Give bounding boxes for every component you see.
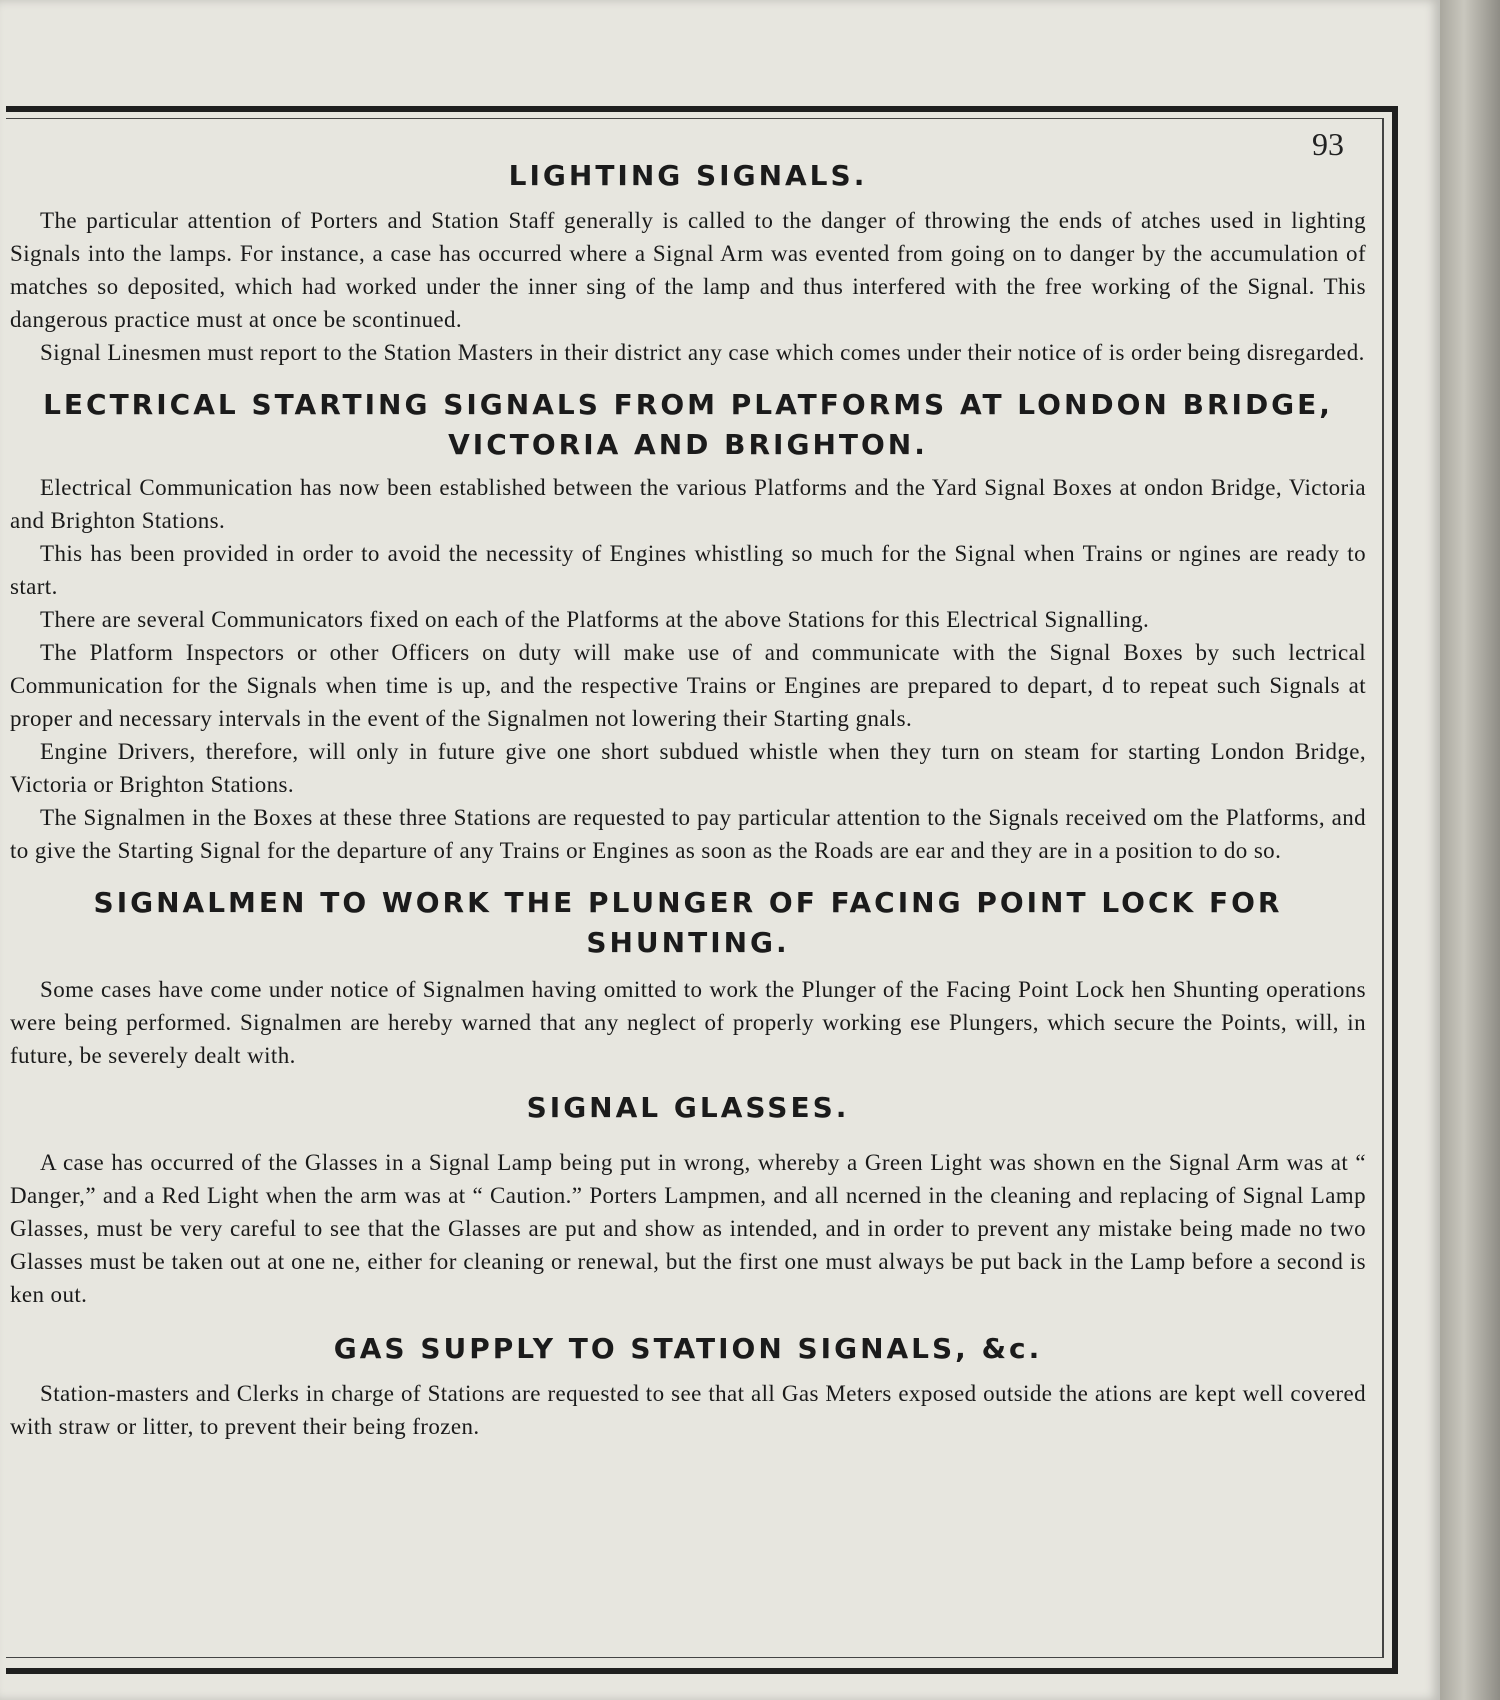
paragraph: Engine Drivers, therefore, will only in future give one short subdued whistle when they turn on steam for starting London Bridge, Victoria or Brighton Stations.: [10, 739, 1366, 797]
section-plunger: [10, 883, 1366, 1072]
paragraph: The Platform Inspectors or other Officers on duty will make use of and communicate with the Signal Boxes by such lectrical Communication for the Signals when time is up, and the respective Trains or Engines are prepared to depart, d to repeat such Signals at proper and necessary intervals in the event of the Signalmen not lowering their Starting gnals.: [10, 640, 1366, 731]
paragraph: Signal Linesmen must report to the Station Masters in their district any case which comes under their notice of is order being disregarded.: [40, 340, 1365, 365]
section-electrical-starting-signals: [10, 385, 1366, 867]
page-number: 93: [1312, 126, 1344, 162]
page-border: [6, 106, 1398, 1674]
section-signal-glasses: [10, 1088, 1366, 1311]
paragraph: A case has occurred of the Glasses in a Signal Lamp being put in wrong, whereby a Green Light was shown en the Signal Arm was at “ Danger,” and a Red Light when the arm was at “ Caution.” Porters Lampmen, and all ncerned in the cleaning and replacing of Signal Lamp Glasses, must be very careful to see that the Glasses are put and show as intended, and in order to prevent any mistake being made no two Glasses must be taken out at one ne, either for cleaning or renewal, but the first one must always be put back in the Lamp before a second is ken out.: [10, 1150, 1366, 1307]
heading-lighting-signals: LIGHTING SIGNALS.: [508, 159, 868, 192]
paragraph: The Signalmen in the Boxes at these three Stations are requested to pay particular attention to the Signals received om the Platforms, and to give the Starting Signal for the departure of any Trains or Engines as soon as the Roads are ear and they are in a position to do so.: [10, 805, 1366, 863]
paragraph: There are several Communicators fixed on each of the Platforms at the above Stations for this Electrical Signalling.: [40, 607, 1150, 632]
paragraph: Station-masters and Clerks in charge of Stations are requested to see that all Gas Meters exposed outside the ations are kept well covered with straw or litter, to prevent their being frozen.: [10, 1381, 1366, 1439]
page-content: [10, 112, 1366, 1459]
section-lighting-signals: [10, 156, 1366, 369]
heading-electrical-starting-signals: LECTRICAL STARTING SIGNALS FROM PLATFORMS AT LONDON BRIDGE, VICTORIA AND BRIGHTON.: [43, 388, 1333, 461]
paragraph: This has been provided in order to avoid the necessity of Engines whistling so much for the Signal when Trains or ngines are ready to start.: [10, 541, 1366, 599]
page-edge-shadow: [1440, 0, 1500, 1700]
heading-signal-glasses: SIGNAL GLASSES.: [526, 1091, 850, 1124]
heading-gas-supply: GAS SUPPLY TO STATION SIGNALS, &c.: [333, 1332, 1043, 1365]
paragraph: Some cases have come under notice of Signalmen having omitted to work the Plunger of the Facing Point Lock hen Shunting operations were being performed. Signalmen are hereby warned that any neglect of properly working ese Plungers, which secure the Points, will, in future, be severely dealt with.: [10, 977, 1366, 1068]
paragraph: Electrical Communication has now been established between the various Platforms and the Yard Signal Boxes at ondon Bridge, Victoria and Brighton Stations.: [10, 475, 1366, 533]
paragraph: The particular attention of Porters and Station Staff generally is called to the danger of throwing the ends of atches used in lighting Signals into the lamps. For instance, a case has occurred where a Signal Arm was evented from going on to danger by the accumulation of matches so deposited, which had worked under the inner sing of the lamp and thus interfered with the free working of the Signal. This dangerous practice must at once be scontinued.: [10, 208, 1366, 332]
section-gas-supply: [10, 1329, 1366, 1443]
heading-plunger: SIGNALMEN TO WORK THE PLUNGER OF FACING POINT LOCK FOR SHUNTING.: [93, 886, 1283, 959]
